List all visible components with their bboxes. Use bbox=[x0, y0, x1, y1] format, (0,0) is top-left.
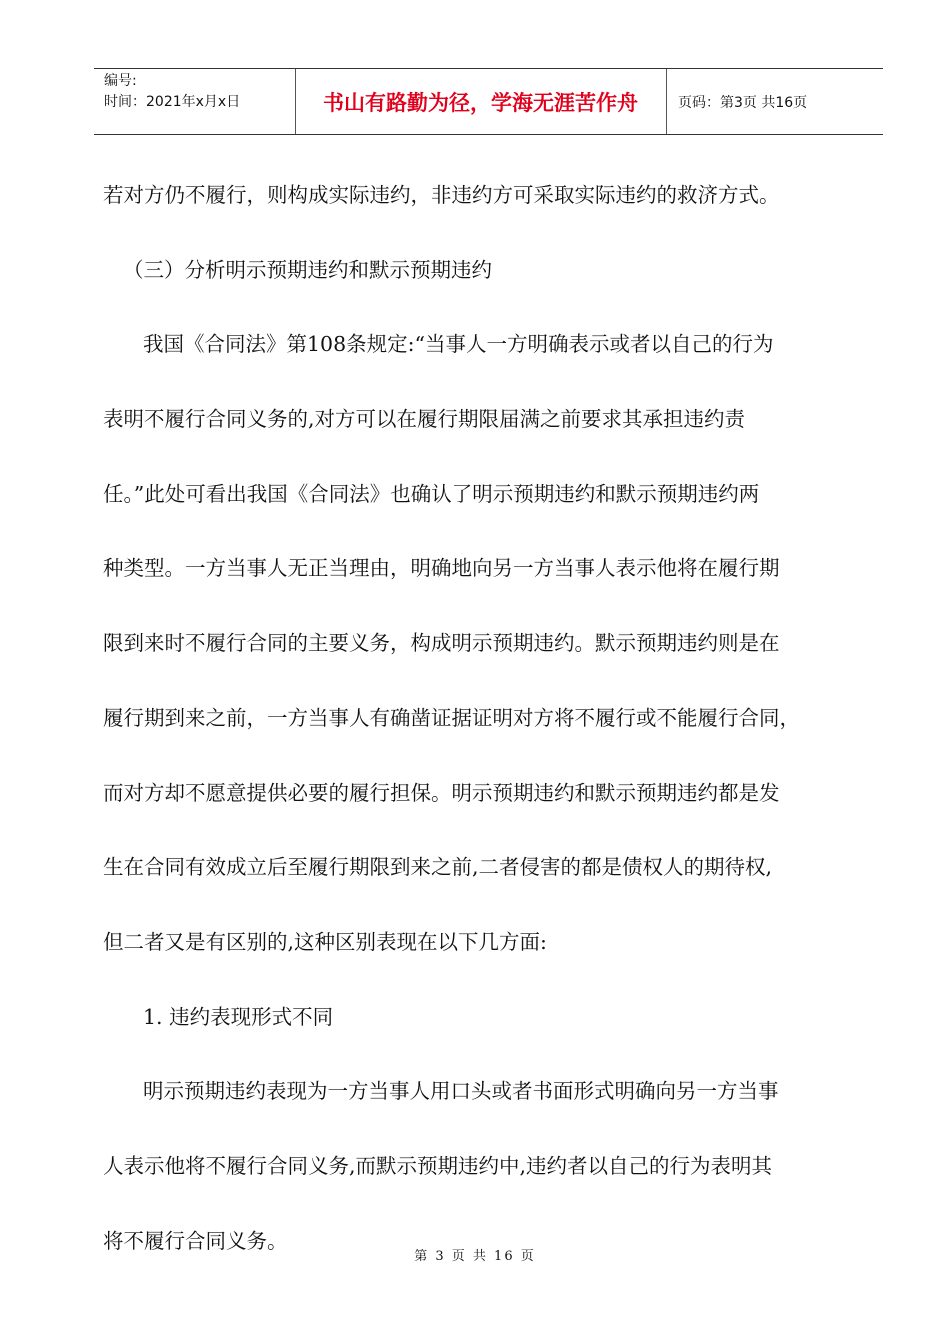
body-line: 表明不履行合同义务的,对方可以在履行期限届满之前要求其承担违约责 bbox=[103, 407, 746, 432]
body-line: 履行期到来之前，一方当事人有确凿证据证明对方将不履行或不能履行合同， bbox=[103, 705, 800, 730]
body-line: 人表示他将不履行合同义务,而默示预期违约中,违约者以自己的行为表明其 bbox=[103, 1153, 773, 1178]
header-number-label: 编号: bbox=[104, 73, 137, 89]
header-divider-right bbox=[666, 69, 667, 134]
body-line: 明示预期违约表现为一方当事人用口头或者书面形式明确向另一方当事 bbox=[143, 1079, 779, 1104]
body-line: 但二者又是有区别的,这种区别表现在以下几方面: bbox=[103, 929, 547, 954]
body-line: 若对方仍不履行，则构成实际违约，非违约方可采取实际违约的救济方式。 bbox=[103, 183, 780, 207]
header-page-label: 页码：第3页 共16页 bbox=[678, 94, 808, 111]
header-time-label: 时间：2021年x月x日 bbox=[104, 94, 241, 110]
body-line: 我国《合同法》第108条规定:“当事人一方明确表示或者以自己的行为 bbox=[143, 332, 774, 357]
numbered-heading: 1. 违约表现形式不同 bbox=[143, 1004, 334, 1029]
body-line: 而对方却不愿意提供必要的履行担保。明示预期违约和默示预期违约都是发 bbox=[103, 780, 780, 805]
body-line: 限到来时不履行合同的主要义务，构成明示预期违约。默示预期违约则是在 bbox=[103, 631, 780, 656]
body-line: 将不履行合同义务。 bbox=[103, 1228, 288, 1253]
page-header bbox=[94, 68, 883, 135]
header-motto: 书山有路勤为径，学海无涯苦作舟 bbox=[323, 90, 638, 115]
header-meta bbox=[104, 71, 240, 113]
body-line: 种类型。一方当事人无正当理由，明确地向另一方当事人表示他将在履行期 bbox=[103, 556, 780, 581]
page-footer: 第 3 页 共 16 页 bbox=[414, 1249, 536, 1264]
body-line: 生在合同有效成立后至履行期限到来之前,二者侵害的都是债权人的期待权, bbox=[103, 855, 773, 880]
document-body bbox=[103, 158, 853, 1278]
section-heading: （三）分析明示预期违约和默示预期违约 bbox=[123, 257, 492, 282]
body-line: 任。”此处可看出我国《合同法》也确认了明示预期违约和默示预期违约两 bbox=[103, 481, 760, 506]
